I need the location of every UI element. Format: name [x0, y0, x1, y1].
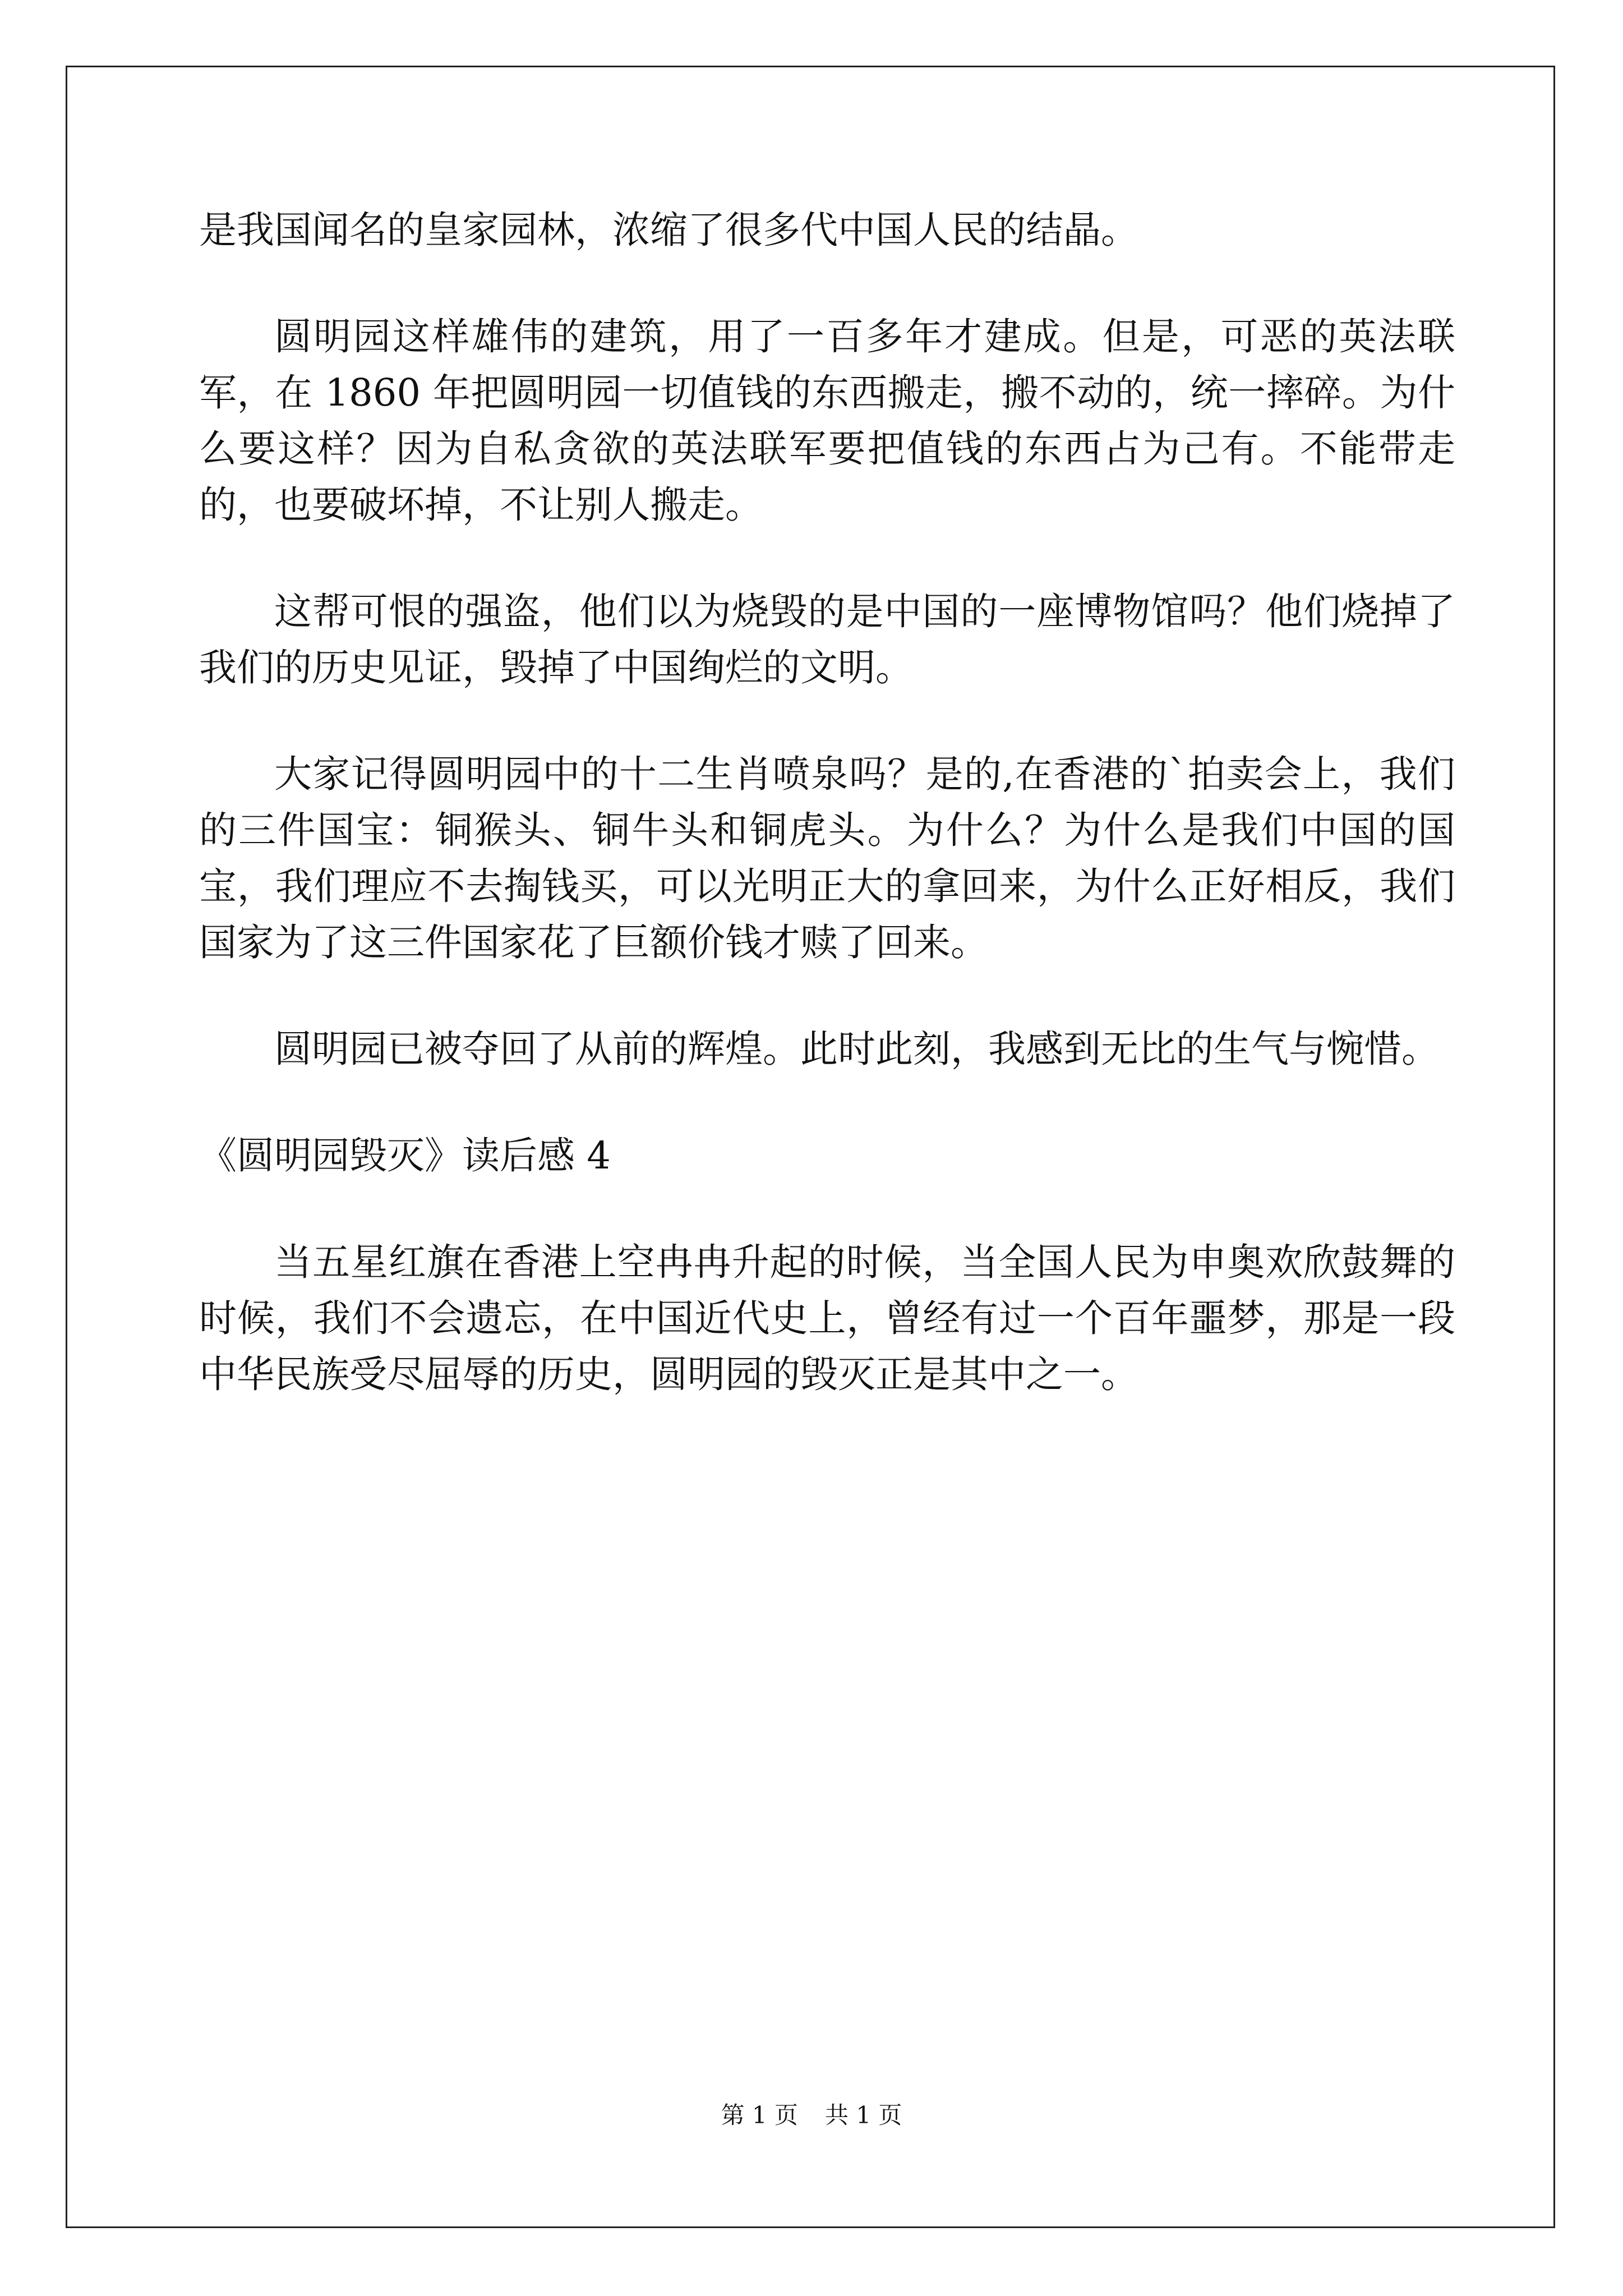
paragraph-5: 圆明园已被夺回了从前的辉煌。此时此刻，我感到无比的生气与惋惜。: [274, 1027, 1439, 1071]
paragraph-4: 大家记得圆明园中的十二生肖喷泉吗？是的,在香港的`拍卖会上，我们的三件国宝：铜猴头、铜牛头和铜虎头。为什么？为什么是我们中国的国宝，我们理应不去掏钱买，可以光明正大的拿回来，为什么正好相反，我们国家为了这三件国家花了巨额价钱才赎了回来。: [199, 752, 1455, 964]
paragraph-3: 这帮可恨的强盗，他们以为烧毁的是中国的一座博物馆吗？他们烧掉了我们的历史见证，毁掉了中国绚烂的文明。: [199, 590, 1455, 689]
page-footer: [0, 2097, 1623, 2131]
document-body: [199, 202, 1455, 1453]
paragraph-6: 当五星红旗在香港上空冉冉升起的时候，当全国人民为申奥欢欣鼓舞的时候，我们不会遗忘，在中国近代史上，曾经有过一个百年噩梦，那是一段中华民族受尽屈辱的历史，圆明园的毁灭正是其中之一。: [199, 1240, 1455, 1396]
page-number: 第 1 页: [721, 2101, 798, 2129]
section-heading: 《圆明园毁灭》读后感 4: [199, 1134, 611, 1177]
paragraph-1: 是我国闻名的皇家园林，浓缩了很多代中国人民的结晶。: [199, 208, 1138, 252]
page-total: 共 1 页: [825, 2101, 902, 2129]
paragraph-2: 圆明园这样雄伟的建筑，用了一百多年才建成。但是，可恶的英法联军，在 1860 年把圆明园一切值钱的东西搬走，搬不动的，统一摔碎。为什么要这样？因为自私贪欲的英法联军要把值钱的东西占为己有。不能带走的，也要破坏掉，不让别人搬走。: [199, 315, 1455, 527]
